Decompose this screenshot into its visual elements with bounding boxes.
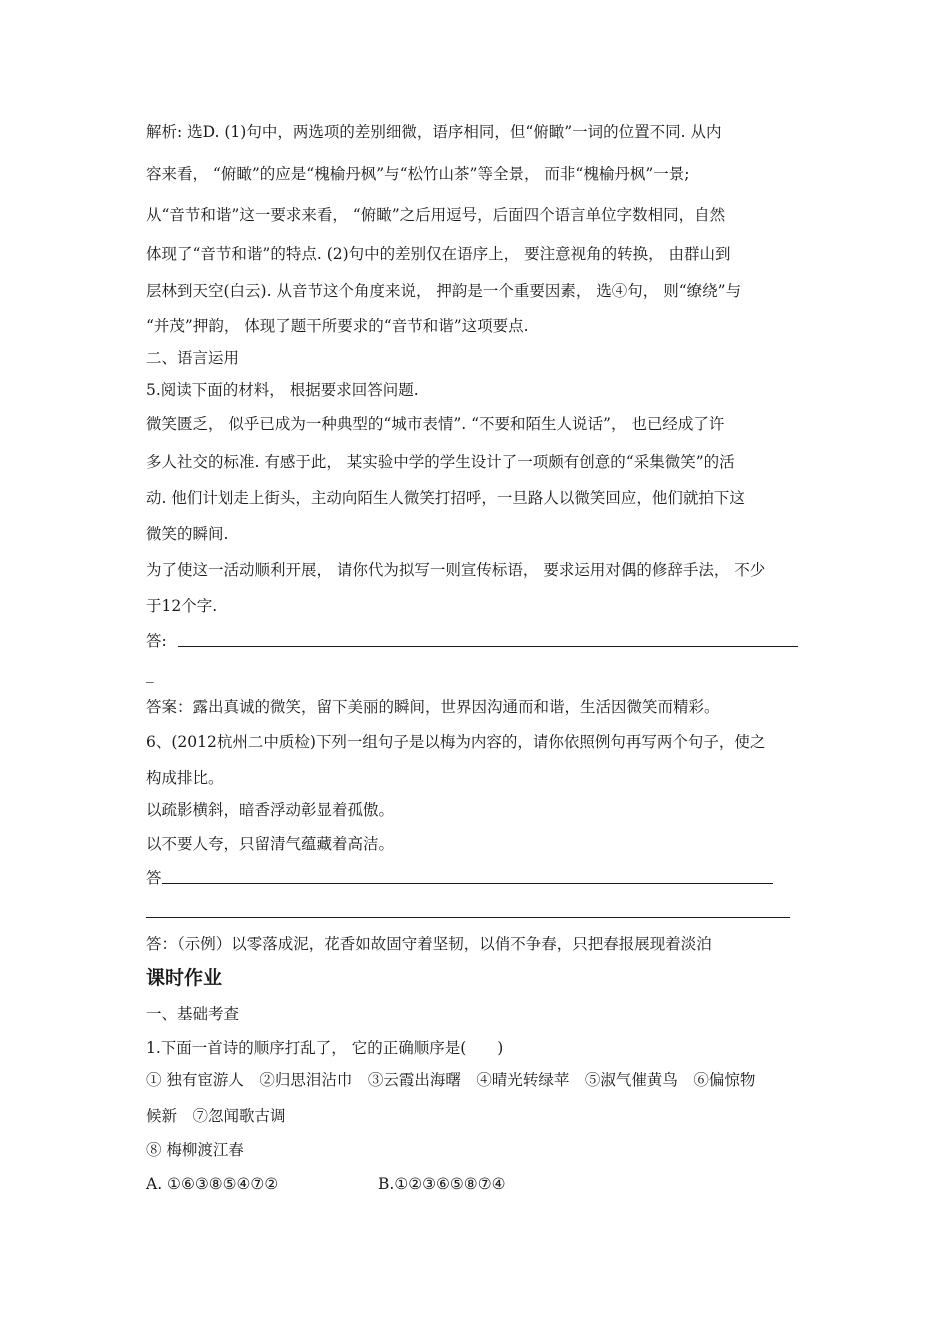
analysis-line: 层林到天空(白云). 从音节这个角度来说， 押韵是一个重要因素， 选④句， 则“缭绕”与	[146, 282, 742, 300]
question-stem: 1.下面一首诗的顺序打乱了， 它的正确顺序是( )	[146, 1039, 504, 1057]
section-title: 一、基础考查	[146, 1005, 240, 1023]
homework-title: 课时作业	[146, 967, 223, 989]
task-line: 为了使这一活动顺利开展， 请你代为拟写一则宣传标语， 要求运用对偶的修辞手法， 不少	[146, 561, 766, 579]
answer-key: 答：（示例）以零落成泥，花香如故固守着坚韧，以俏不争春，只把春报展现着淡泊	[146, 935, 712, 953]
answer-blank[interactable]	[162, 883, 773, 884]
answer-blank[interactable]	[178, 646, 798, 647]
poem-line: 候新 ⑦忽闻歌古调	[146, 1107, 286, 1125]
analysis-line: 容来看， “俯瞰”的应是“槐榆丹枫”与“松竹山茶”等全景， 而非“槐榆丹枫”一景;	[146, 165, 690, 183]
example-sentence: 以疏影横斜，暗香浮动彰显着孤傲。	[146, 801, 395, 819]
analysis-line: “并茂”押韵， 体现了题干所要求的“音节和谐”这项要点.	[146, 317, 529, 335]
analysis-line: 从“音节和谐”这一要求来看， “俯瞰”之后用逗号，后面四个语言单位字数相同，自然	[146, 206, 726, 224]
poem-line: ⑧ 梅柳渡江春	[146, 1141, 244, 1159]
answer-blank[interactable]	[146, 917, 790, 918]
answer-key: 答案：露出真诚的微笑，留下美丽的瞬间，世界因沟通而和谐，生活因微笑而精彩。	[146, 698, 720, 716]
question-stem: 6、(2012杭州二中质检)下列一组句子是以梅为内容的，请你依照例句再写两个句子，使之	[146, 733, 766, 751]
option-a: A. ①⑥③⑧⑤④⑦②	[146, 1175, 279, 1193]
question-stem: 构成排比。	[146, 769, 224, 787]
task-line: 于12个字.	[146, 597, 218, 615]
material-line: 微笑的瞬间.	[146, 525, 229, 543]
material-line: 动. 他们计划走上街头，主动向陌生人微笑打招呼，一旦路人以微笑回应，他们就拍下这	[146, 489, 745, 507]
question-stem: 5.阅读下面的材料， 根据要求回答问题.	[146, 381, 419, 399]
option-b: B.①②③⑥⑤⑧⑦④	[378, 1175, 506, 1193]
example-sentence: 以不要人夸，只留清气蕴藏着高洁。	[146, 835, 395, 853]
analysis-line: 体现了“音节和谐”的特点. (2)句中的差别仅在语序上， 要注意视角的转换， 由群山到	[146, 245, 731, 263]
poem-line: ① 独有宦游人 ②归思泪沾巾 ③云霞出海曙 ④晴光转绿苹 ⑤淑气催黄鸟 ⑥偏惊物	[146, 1071, 756, 1089]
answer-tail: _	[146, 665, 154, 683]
material-line: 微笑匮乏， 似乎已成为一种典型的“城市表情”. “不要和陌生人说话”， 也已经成了许	[146, 415, 725, 433]
material-line: 多人社交的标准. 有感于此， 某实验中学的学生设计了一项颇有创意的“采集微笑”的活	[146, 453, 735, 471]
analysis-line: 解析: 选D. (1)句中，两选项的差别细微，语序相同，但“俯瞰”一词的位置不同. 从内	[146, 123, 722, 141]
section-title: 二、语言运用	[146, 349, 240, 367]
answer-label: 答	[146, 869, 162, 887]
answer-label: 答:	[146, 632, 167, 650]
